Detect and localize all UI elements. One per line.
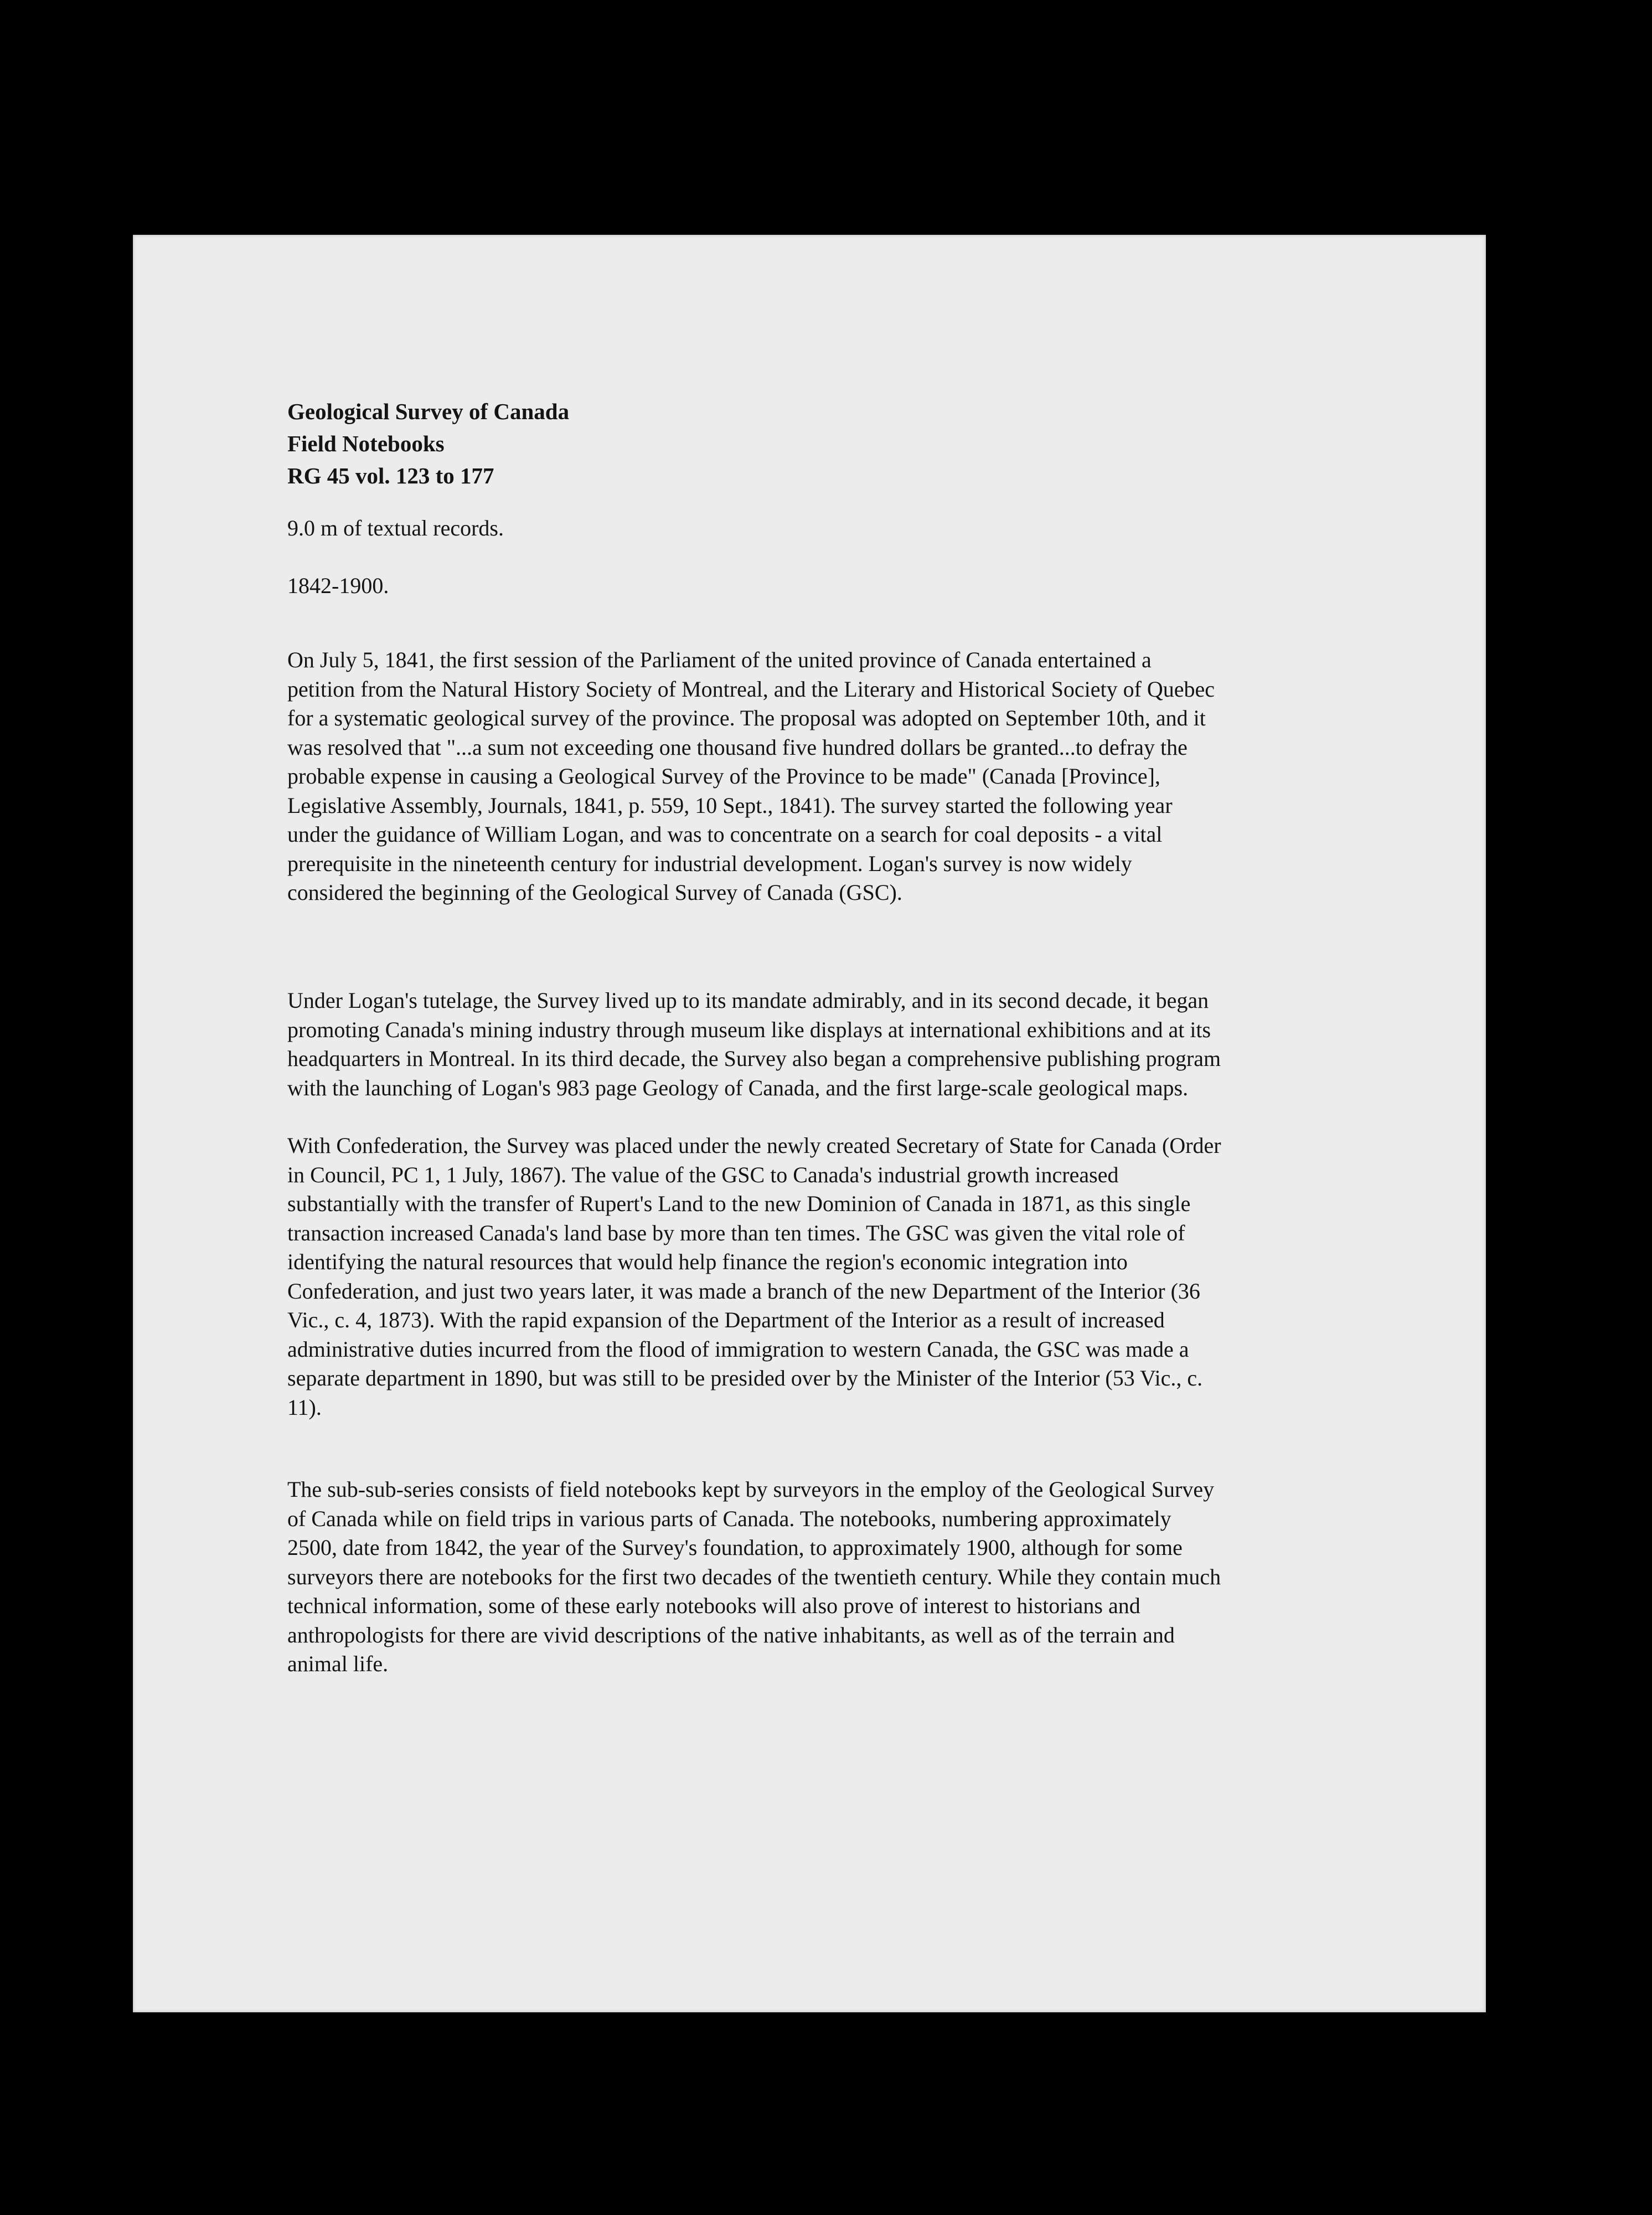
text-line: under the guidance of William Logan, and was to concentrate on a search for coal deposits - a vital xyxy=(287,822,1163,847)
document-content xyxy=(287,395,1372,1676)
date-range: 1842-1900. xyxy=(287,573,389,598)
heading-subtitle: Field Notebooks xyxy=(287,431,445,456)
text-line: identifying the natural resources that would help finance the region's economic integration into xyxy=(287,1249,1128,1274)
text-line: transaction increased Canada's land base by more than ten times. The GSC was given the vital role of xyxy=(287,1220,1185,1245)
text-line: for a systematic geological survey of the province. The proposal was adopted on September 10th, and it xyxy=(287,705,1206,730)
text-line: Legislative Assembly, Journals, 1841, p. 559, 10 Sept., 1841). The survey started the following year xyxy=(287,792,1173,818)
heading-title: Geological Survey of Canada xyxy=(287,399,570,424)
text-line: in Council, PC 1, 1 July, 1867). The value of the GSC to Canada's industrial growth increased xyxy=(287,1162,1119,1187)
text-line: headquarters in Montreal. In its third decade, the Survey also began a comprehensive publishing program xyxy=(287,1046,1221,1071)
text-line: substantially with the transfer of Rupert's Land to the new Dominion of Canada in 1871, as this single xyxy=(287,1191,1191,1216)
text-line: was resolved that "...a sum not exceeding one thousand five hundred dollars be granted...to defray the xyxy=(287,734,1188,760)
text-line: prerequisite in the nineteenth century for industrial development. Logan's survey is now widely xyxy=(287,851,1132,876)
text-line: The sub-sub-series consists of field notebooks kept by surveyors in the employ of the Geological Survey xyxy=(287,1477,1215,1502)
text-line: Confederation, and just two years later, it was made a branch of the new Department of the Interior (36 xyxy=(287,1278,1200,1304)
text-line: Under Logan's tutelage, the Survey lived up to its mandate admirably, and in its second decade, it began xyxy=(287,988,1209,1013)
text-line: On July 5, 1841, the first session of the Parliament of the united province of Canada entertained a xyxy=(287,647,1152,672)
text-line: of Canada while on field trips in various parts of Canada. The notebooks, numbering approximately xyxy=(287,1506,1171,1531)
paragraph-sub-series xyxy=(287,1475,1372,1679)
text-line: surveyors there are notebooks for the first two decades of the twentieth century. While they contain much xyxy=(287,1564,1221,1589)
text-line: animal life. xyxy=(287,1651,389,1676)
text-line: 2500, date from 1842, the year of the Survey's foundation, to approximately 1900, although for some xyxy=(287,1535,1183,1560)
text-line: considered the beginning of the Geological Survey of Canada (GSC). xyxy=(287,880,902,905)
text-line: promoting Canada's mining industry through museum like displays at international exhibitions and at its xyxy=(287,1017,1211,1042)
text-line: petition from the Natural History Society of Montreal, and the Literary and Historical Society of Quebec xyxy=(287,676,1215,702)
text-line: probable expense in causing a Geological Survey of the Province to be made" (Canada [Province], xyxy=(287,764,1160,789)
text-line: 11). xyxy=(287,1394,322,1420)
text-line: anthropologists for there are vivid descriptions of the native inhabitants, as well as of the terrain and xyxy=(287,1622,1175,1647)
paragraph-logan-tutelage xyxy=(287,986,1372,1103)
document-heading xyxy=(287,395,1372,492)
paragraph-history xyxy=(287,646,1372,908)
document-page xyxy=(133,235,1486,2012)
text-line: Vic., c. 4, 1873). With the rapid expansion of the Department of the Interior as a result of increased xyxy=(287,1307,1165,1332)
text-line: technical information, some of these early notebooks will also prove of interest to historians and xyxy=(287,1593,1140,1618)
paragraph-confederation xyxy=(287,1131,1372,1422)
text-line: with the launching of Logan's 983 page Geology of Canada, and the first large-scale geological maps. xyxy=(287,1075,1189,1100)
text-line: administrative duties incurred from the flood of immigration to western Canada, the GSC was made a xyxy=(287,1336,1189,1362)
text-line: With Confederation, the Survey was placed under the newly created Secretary of State for Canada (Order xyxy=(287,1133,1221,1158)
heading-reference: RG 45 vol. 123 to 177 xyxy=(287,463,494,488)
extent-statement: 9.0 m of textual records. xyxy=(287,516,504,540)
text-line: separate department in 1890, but was still to be presided over by the Minister of the Interior (53 Vic., c. xyxy=(287,1366,1203,1390)
